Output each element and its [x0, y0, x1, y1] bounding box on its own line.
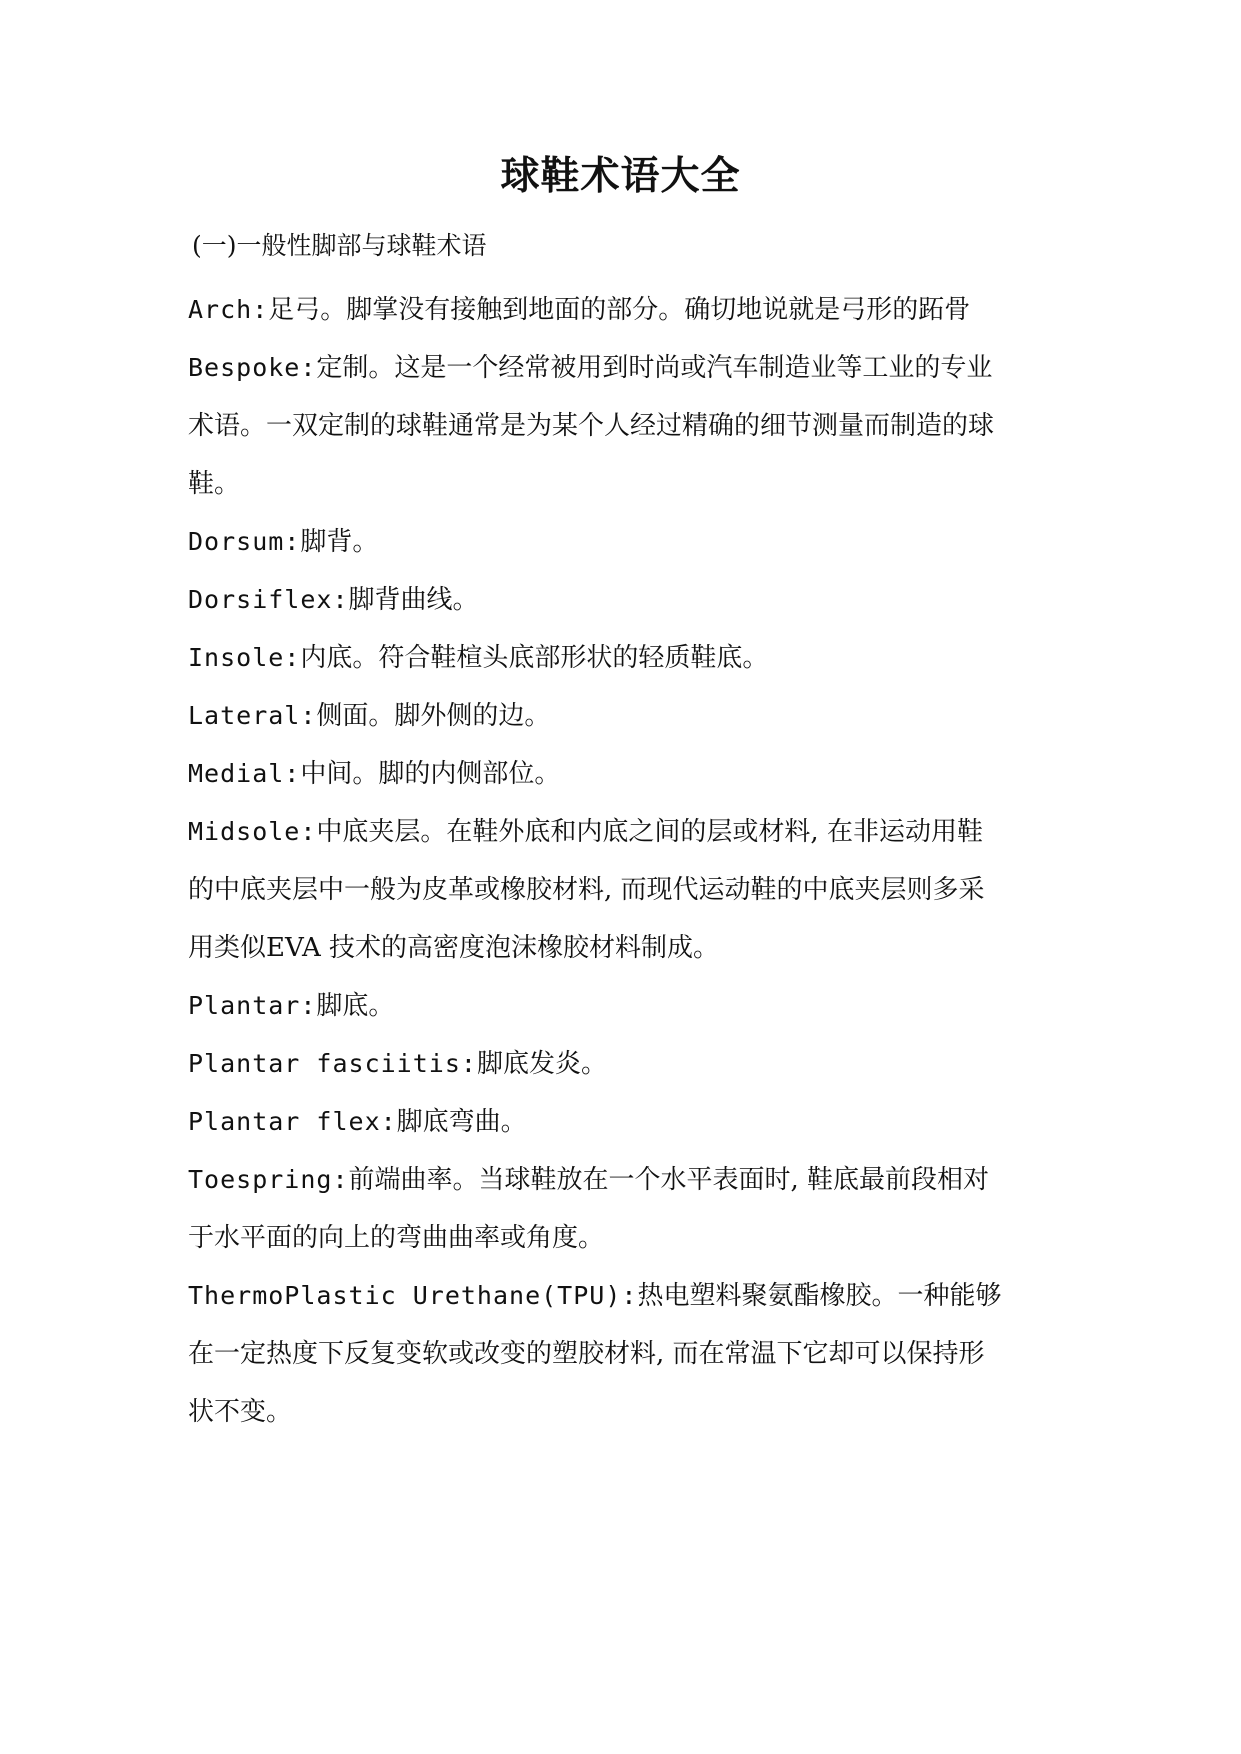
glossary-definition: 热电塑料聚氨酯橡胶。一种能够: [637, 1281, 1002, 1311]
glossary-line: [188, 1102, 1088, 1142]
glossary-definition: 的中底夹层中一般为皮革或橡胶材料, 而现代运动鞋的中底夹层则多采: [188, 875, 985, 905]
glossary-line: [188, 1218, 1088, 1258]
glossary-term: Dorsiflex:: [188, 585, 349, 614]
glossary-line: [188, 522, 1088, 562]
glossary-line: [188, 1334, 1088, 1374]
glossary-definition: 状不变。: [188, 1397, 293, 1427]
glossary-line: [188, 870, 1088, 910]
glossary-line: [188, 348, 1088, 388]
glossary-definition: 于水平面的向上的弯曲曲率或角度。: [188, 1223, 605, 1253]
glossary-definition: 内底。符合鞋楦头底部形状的轻质鞋底。: [300, 643, 769, 673]
glossary-definition: 中底夹层。在鞋外底和内底之间的层或材料, 在非运动用鞋: [316, 817, 983, 847]
glossary-definition: 中间。脚的内侧部位。: [300, 759, 561, 789]
page-title: 球鞋术语大全: [500, 154, 741, 199]
glossary-definition: 脚底。: [316, 991, 395, 1021]
glossary-term: Plantar:: [188, 991, 317, 1020]
glossary-definition: 足弓。脚掌没有接触到地面的部分。确切地说就是弓形的跖骨: [268, 295, 971, 325]
glossary-definition: 在一定热度下反复变软或改变的塑胶材料, 而在常温下它却可以保持形: [188, 1339, 985, 1369]
section-heading: (一)一般性脚部与球鞋术语: [192, 231, 487, 260]
glossary-definition: 前端曲率。当球鞋放在一个水平表面时, 鞋底最前段相对: [348, 1165, 990, 1195]
glossary-definition: 脚底发炎。: [476, 1049, 607, 1079]
glossary-line: [188, 406, 1088, 446]
glossary-term: Medial:: [188, 759, 301, 788]
glossary-line: [188, 1044, 1088, 1084]
glossary-line: [188, 696, 1088, 736]
glossary-line: [188, 1392, 1088, 1432]
glossary-term: Midsole:: [188, 817, 317, 846]
glossary-term: Lateral:: [188, 701, 317, 730]
glossary-line: [188, 986, 1088, 1026]
glossary-term: Toespring:: [188, 1165, 349, 1194]
glossary-term: Plantar flex:: [188, 1107, 397, 1136]
glossary-line: [188, 1276, 1088, 1316]
glossary-definition: 侧面。脚外侧的边。: [316, 701, 551, 731]
glossary-definition: 术语。一双定制的球鞋通常是为某个人经过精确的细节测量而制造的球: [188, 411, 995, 441]
glossary-definition: 脚背。: [300, 527, 379, 557]
glossary-line: [188, 638, 1088, 678]
glossary-line: [188, 754, 1088, 794]
glossary-line: [188, 928, 1088, 968]
glossary-line: [188, 290, 1088, 330]
glossary-term: Dorsum:: [188, 527, 301, 556]
glossary-definition: 鞋。: [188, 469, 241, 499]
glossary-line: [188, 580, 1088, 620]
glossary-definition: 用类似EVA 技术的高密度泡沫橡胶材料制成。: [188, 933, 720, 963]
glossary-definition: 脚背曲线。: [348, 585, 479, 615]
glossary-line: [188, 464, 1088, 504]
glossary-definition: 脚底弯曲。: [396, 1107, 527, 1137]
glossary-line: [188, 812, 1088, 852]
glossary-definition: 定制。这是一个经常被用到时尚或汽车制造业等工业的专业: [316, 353, 993, 383]
glossary-line: [188, 1160, 1088, 1200]
glossary-term: Insole:: [188, 643, 301, 672]
glossary-term: Plantar fasciitis:: [188, 1049, 477, 1078]
glossary-term: ThermoPlastic Urethane(TPU):: [188, 1281, 638, 1310]
glossary-term: Arch:: [188, 295, 269, 324]
glossary-term: Bespoke:: [188, 353, 317, 382]
